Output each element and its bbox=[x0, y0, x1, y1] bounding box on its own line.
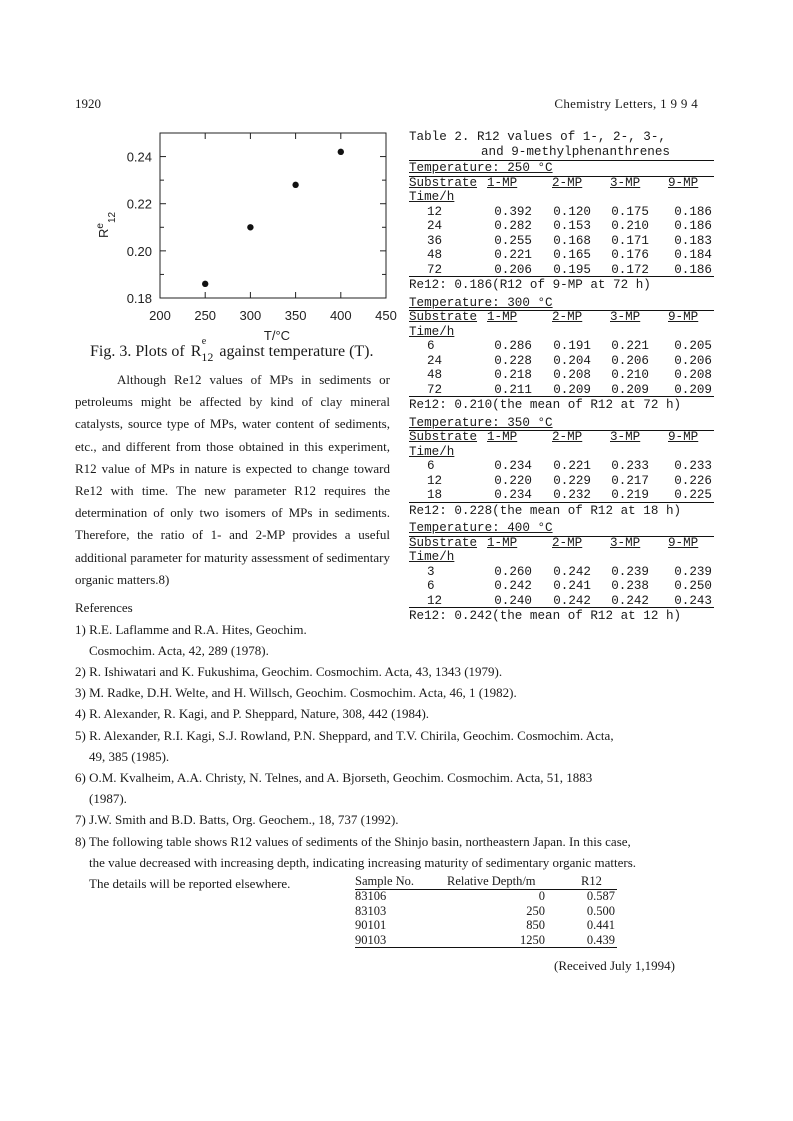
temperature-label: Temperature: 350 °C bbox=[409, 415, 553, 430]
x-tick-label: 400 bbox=[329, 308, 352, 323]
x-tick-label: 250 bbox=[194, 308, 217, 323]
value-cell: 0.206 bbox=[611, 353, 649, 368]
reference-line: Cosmochim. Acta, 42, 289 (1978). bbox=[89, 643, 269, 658]
value-cell: 0.260 bbox=[494, 564, 532, 579]
sediment-cell: 90101 bbox=[355, 918, 387, 932]
table-title-line-1: Table 2. R12 values of 1-, 2-, 3-, bbox=[409, 130, 666, 144]
reference-line: The details will be reported elsewhere. bbox=[89, 876, 291, 891]
value-cell: 0.240 bbox=[494, 593, 532, 608]
column-header: 2-MP bbox=[552, 535, 583, 550]
y-axis-label: $R^e_{12}$ bbox=[95, 211, 118, 238]
value-cell: 0.243 bbox=[674, 593, 712, 608]
value-cell: 0.239 bbox=[611, 564, 649, 579]
value-cell: 0.221 bbox=[553, 459, 591, 473]
sediment-column-header: Relative Depth/m bbox=[447, 874, 536, 888]
table-2 bbox=[409, 130, 714, 650]
data-point bbox=[338, 149, 344, 155]
time-label: Time/h bbox=[409, 324, 455, 339]
x-tick-label: 200 bbox=[149, 308, 171, 323]
temperature-label: Temperature: 250 °C bbox=[409, 161, 553, 175]
column-header: 1-MP bbox=[487, 310, 518, 324]
value-cell: 0.242 bbox=[553, 564, 591, 579]
value-cell: 0.186 bbox=[674, 262, 712, 277]
value-cell: 0.282 bbox=[494, 219, 532, 233]
sediment-cell: 0.439 bbox=[586, 932, 615, 947]
column-header: Substrate bbox=[409, 430, 478, 444]
table-rule bbox=[409, 276, 714, 277]
reference-line: 5) R. Alexander, R.I. Kagi, S.J. Rowland, P.N. Sheppard, and T.V. Chirila, Geochim. Cosmochim. Acta, bbox=[75, 727, 614, 743]
data-point bbox=[247, 224, 253, 230]
value-cell: 0.183 bbox=[674, 233, 712, 248]
value-cell: 0.204 bbox=[553, 353, 591, 368]
sediment-cell: 250 bbox=[526, 903, 545, 918]
x-tick-label: 300 bbox=[239, 308, 262, 323]
time-cell: 6 bbox=[427, 459, 435, 473]
running-header bbox=[554, 96, 698, 112]
table-rule bbox=[409, 502, 714, 503]
y-tick-label: 0.22 bbox=[126, 196, 152, 212]
time-cell: 12 bbox=[427, 593, 443, 608]
time-cell: 12 bbox=[427, 473, 443, 488]
sediment-column-header: Sample No. bbox=[355, 874, 415, 888]
value-cell: 0.186 bbox=[674, 219, 712, 233]
equilibrium-value: Re12: 0.186(R12 of 9-MP at 72 h) bbox=[409, 278, 651, 292]
value-cell: 0.255 bbox=[494, 233, 532, 248]
equilibrium-value: Re12: 0.210(the mean of R12 at 72 h) bbox=[409, 398, 682, 412]
sediment-cell: 90103 bbox=[355, 932, 387, 947]
value-cell: 0.392 bbox=[494, 204, 532, 219]
column-header: 3-MP bbox=[610, 175, 641, 190]
sediment-column-header: R12 bbox=[581, 874, 602, 888]
y-tick-label: 0.20 bbox=[126, 243, 152, 259]
column-header: Substrate bbox=[409, 175, 478, 190]
time-cell: 12 bbox=[427, 204, 443, 219]
column-header: 1-MP bbox=[487, 535, 518, 550]
column-header: 9-MP bbox=[668, 430, 699, 444]
column-header: 2-MP bbox=[552, 430, 583, 444]
time-label: Time/h bbox=[409, 190, 455, 204]
value-cell: 0.184 bbox=[674, 248, 712, 262]
data-point bbox=[292, 182, 298, 188]
value-cell: 0.208 bbox=[674, 368, 712, 382]
value-cell: 0.228 bbox=[494, 353, 532, 368]
equilibrium-value: Re12: 0.228(the mean of R12 at 18 h) bbox=[409, 503, 682, 518]
sediment-table bbox=[355, 874, 625, 954]
value-cell: 0.238 bbox=[611, 579, 649, 593]
value-cell: 0.232 bbox=[553, 488, 591, 502]
journal-year: 1 9 9 4 bbox=[660, 96, 698, 111]
value-cell: 0.120 bbox=[553, 204, 591, 219]
value-cell: 0.226 bbox=[674, 473, 712, 488]
reference-line: 6) O.M. Kvalheim, A.A. Christy, N. Telnes, and A. Bjorseth, Geochim. Cosmochim. Acta, 51, 1883 bbox=[75, 770, 593, 785]
sediment-cell: 83106 bbox=[355, 889, 387, 903]
value-cell: 0.195 bbox=[553, 262, 591, 277]
value-cell: 0.242 bbox=[611, 593, 649, 608]
time-cell: 6 bbox=[427, 339, 435, 353]
y-axis-ticks bbox=[127, 150, 386, 306]
column-header: 3-MP bbox=[610, 535, 641, 550]
y-tick-label: 0.18 bbox=[126, 291, 152, 306]
time-label: Time/h bbox=[409, 444, 455, 459]
received-date: (Received July 1,1994) bbox=[554, 958, 675, 973]
value-cell: 0.241 bbox=[553, 579, 591, 593]
value-cell: 0.208 bbox=[553, 368, 591, 382]
value-cell: 0.221 bbox=[494, 248, 532, 262]
x-axis-ticks bbox=[149, 133, 397, 323]
time-cell: 6 bbox=[427, 579, 435, 593]
column-header: Substrate bbox=[409, 310, 478, 324]
value-cell: 0.209 bbox=[674, 382, 712, 397]
value-cell: 0.210 bbox=[611, 219, 649, 233]
reference-line: (1987). bbox=[89, 791, 127, 807]
value-cell: 0.225 bbox=[674, 488, 712, 502]
value-cell: 0.175 bbox=[611, 204, 649, 219]
column-header: 9-MP bbox=[668, 535, 699, 550]
column-header: 1-MP bbox=[487, 430, 518, 444]
x-axis-label: T/°C bbox=[263, 328, 291, 343]
time-cell: 48 bbox=[427, 368, 443, 382]
figure-3-scatter-plot bbox=[95, 128, 410, 343]
value-cell: 0.242 bbox=[494, 579, 532, 593]
reference-line: 1) R.E. Laflamme and R.A. Hites, Geochim. bbox=[75, 622, 307, 637]
reference-line: 2) R. Ishiwatari and K. Fukushima, Geochim. Cosmochim. Acta, 43, 1343 (1979). bbox=[75, 664, 503, 679]
x-tick-label: 450 bbox=[375, 308, 397, 323]
value-cell: 0.242 bbox=[553, 593, 591, 608]
column-header: 2-MP bbox=[552, 175, 583, 190]
time-cell: 72 bbox=[427, 262, 443, 277]
time-cell: 24 bbox=[427, 353, 443, 368]
value-cell: 0.217 bbox=[611, 473, 649, 488]
time-cell: 3 bbox=[427, 564, 435, 579]
value-cell: 0.250 bbox=[674, 579, 712, 593]
value-cell: 0.168 bbox=[553, 233, 591, 248]
reference-line: 8) The following table shows R12 values of sediments of the Shinjo basin, northeastern Japan. In this case, bbox=[75, 833, 631, 849]
value-cell: 0.211 bbox=[494, 382, 532, 397]
y-tick-label: 0.24 bbox=[126, 149, 152, 165]
value-cell: 0.233 bbox=[611, 459, 649, 473]
value-cell: 0.233 bbox=[674, 459, 712, 473]
value-cell: 0.186 bbox=[674, 204, 712, 219]
figure-caption: Fig. 3. Plots of R e $_{12}$ against temperature (T). bbox=[90, 336, 374, 364]
value-cell: 0.286 bbox=[494, 339, 532, 353]
value-cell: 0.219 bbox=[611, 488, 649, 502]
value-cell: 0.209 bbox=[611, 382, 649, 397]
body-paragraph: Although Re12 values of MPs in sediments or petroleums might be affected by kind of clay mineral catalysts, source type of MPs, water content of sediments, etc., and different from those obtained in this experiment, R12 value of MPs in nature is expected to change toward Re12 with time. The new parameter R12 requires the determination of only two isomers of MPs in sediments. Therefore, the ratio of 1- and 2-MP provides a useful additional parameter for maturity assessment of sedimentary organic matters.8) bbox=[75, 372, 390, 587]
column-header: 3-MP bbox=[610, 430, 641, 444]
column-header: Substrate bbox=[409, 535, 478, 550]
reference-line: 4) R. Alexander, R. Kagi, and P. Sheppard, Nature, 308, 442 (1984). bbox=[75, 706, 430, 722]
value-cell: 0.176 bbox=[611, 248, 649, 262]
value-cell: 0.239 bbox=[674, 564, 712, 579]
references-heading: References bbox=[75, 600, 133, 615]
table-rule bbox=[409, 607, 714, 608]
value-cell: 0.171 bbox=[611, 233, 649, 248]
value-cell: 0.191 bbox=[553, 339, 591, 353]
value-cell: 0.206 bbox=[494, 262, 532, 277]
value-cell: 0.234 bbox=[494, 459, 532, 473]
column-header: 3-MP bbox=[610, 310, 641, 324]
sediment-cell: 0.441 bbox=[586, 918, 615, 932]
value-cell: 0.234 bbox=[494, 488, 532, 502]
value-cell: 0.229 bbox=[553, 473, 591, 488]
column-header: 9-MP bbox=[668, 310, 699, 324]
value-cell: 0.210 bbox=[611, 368, 649, 382]
column-header: 1-MP bbox=[487, 175, 518, 190]
sediment-cell: 83103 bbox=[355, 903, 387, 918]
page-number: 1920 bbox=[75, 96, 101, 111]
value-cell: 0.205 bbox=[674, 339, 712, 353]
value-cell: 0.221 bbox=[611, 339, 649, 353]
table-rule bbox=[355, 947, 617, 948]
table-rule bbox=[409, 396, 714, 397]
time-cell: 48 bbox=[427, 248, 443, 262]
value-cell: 0.209 bbox=[553, 382, 591, 397]
table-title-line-2: and 9-methylphenanthrenes bbox=[481, 145, 670, 159]
data-point bbox=[202, 281, 208, 287]
column-header: 9-MP bbox=[668, 175, 699, 190]
reference-line: the value decreased with increasing depth, indicating increasing maturity of sedimentary organic matters. bbox=[89, 854, 637, 870]
sediment-cell: 0.500 bbox=[586, 903, 615, 918]
data-points bbox=[202, 149, 344, 287]
sediment-cell: 850 bbox=[526, 918, 545, 932]
reference-line: 49, 385 (1985). bbox=[89, 748, 170, 764]
time-cell: 36 bbox=[427, 233, 443, 248]
time-cell: 24 bbox=[427, 219, 443, 233]
time-label: Time/h bbox=[409, 550, 455, 564]
time-cell: 72 bbox=[427, 382, 443, 397]
value-cell: 0.172 bbox=[611, 262, 649, 277]
value-cell: 0.218 bbox=[494, 368, 532, 382]
value-cell: 0.206 bbox=[674, 353, 712, 368]
reference-line: 7) J.W. Smith and B.D. Batts, Org. Geochem., 18, 737 (1992). bbox=[75, 812, 399, 828]
sediment-cell: 1250 bbox=[520, 932, 545, 947]
column-header: 2-MP bbox=[552, 310, 583, 324]
temperature-label: Temperature: 400 °C bbox=[409, 521, 553, 535]
value-cell: 0.220 bbox=[494, 473, 532, 488]
plot-frame bbox=[160, 133, 386, 298]
journal-name: Chemistry Letters, bbox=[554, 96, 657, 111]
value-cell: 0.165 bbox=[553, 248, 591, 262]
reference-line: 3) M. Radke, D.H. Welte, and H. Willsch, Geochim. Cosmochim. Acta, 46, 1 (1982). bbox=[75, 685, 517, 701]
sediment-cell: 0.587 bbox=[586, 889, 615, 903]
equilibrium-value: Re12: 0.242(the mean of R12 at 12 h) bbox=[409, 609, 682, 623]
time-cell: 18 bbox=[427, 488, 443, 502]
value-cell: 0.153 bbox=[553, 219, 591, 233]
x-tick-label: 350 bbox=[284, 308, 307, 323]
temperature-label: Temperature: 300 °C bbox=[409, 295, 553, 310]
sediment-cell: 0 bbox=[538, 889, 545, 903]
